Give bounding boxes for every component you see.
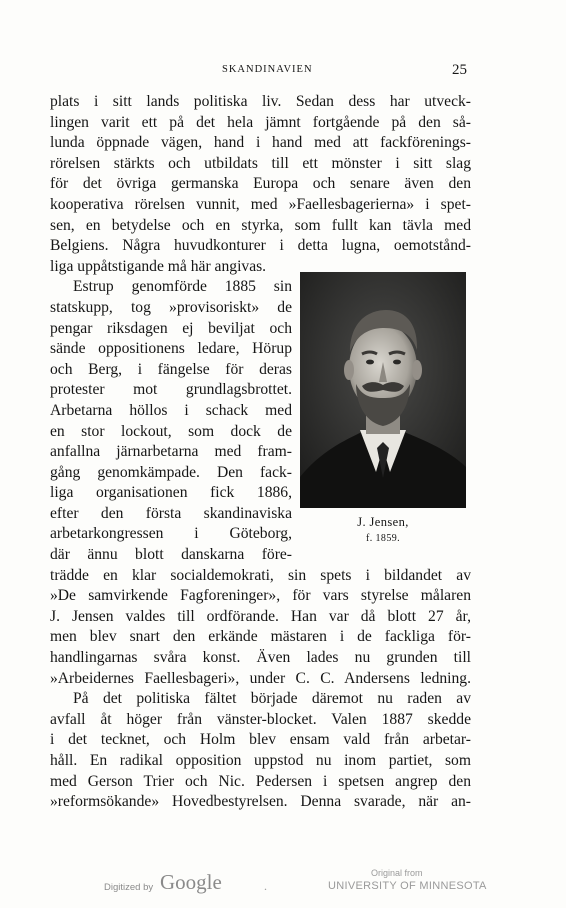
text-line: anfallna järnarbetarna med fram- <box>50 443 292 461</box>
text-line: efter den första skandinaviska <box>50 504 292 522</box>
text-line: statskupp, tog »provisoriskt» de <box>50 298 292 316</box>
text-line: J. Jensen valdes till ordförande. Han var då blott 27 år, <box>50 607 471 625</box>
text-line: liga organisationen fick 1886, <box>50 484 292 502</box>
text-line: plats i sitt lands politiska liv. Sedan dess har utveck- <box>50 93 471 110</box>
footer-dot: . <box>264 879 267 893</box>
text-line: Arbetarna höllos i schack med <box>50 401 292 419</box>
text-line: Estrup genomförde 1885 sin <box>73 278 292 296</box>
text-line: protester mot grundlagsbrottet. <box>50 381 292 399</box>
portrait-photo <box>300 272 466 508</box>
text-line: På det politiska fältet började däremot nu raden av <box>73 690 471 708</box>
text-line: Belgiens. Några huvudkonturer i detta lugna, oemotstånd- <box>50 237 471 255</box>
text-line: »reformsökande» Hovedbestyrelsen. Denna svarade, när an- <box>50 793 471 811</box>
running-head: SKANDINAVIEN <box>222 64 313 75</box>
text-line: gång genomkämpade. Den fack- <box>50 463 292 481</box>
text-line: för det övriga germanska Europa och senare även den <box>50 175 471 193</box>
page-header <box>0 62 566 82</box>
text-line: rörelsen stärkts och utbildats till ett mönster i sitt slag <box>50 154 471 172</box>
text-line: håll. En radikal opposition uppstod nu inom partiet, som <box>50 752 471 769</box>
figure-caption-date: f. 1859. <box>365 533 401 544</box>
google-logo: Google <box>160 870 222 894</box>
text-line: i det tecknet, och Holm blev ensam vald från arbetar- <box>50 731 471 749</box>
original-from-label: Original from <box>371 868 423 878</box>
text-line: liga uppåtstigande må här angivas. <box>50 257 267 275</box>
text-line: lingen varit ett på det hela jämnt fortgående på den så- <box>50 113 471 131</box>
text-line: lunda öppnade vägen, hand i hand med att fackförenings- <box>50 134 471 152</box>
text-line: trädde en klar socialdemokrati, sin spets i bildandet av <box>50 566 471 584</box>
digitized-by-label: Digitized by <box>104 882 154 893</box>
text-line: pengar riksdagen ej beviljat och <box>50 319 292 337</box>
text-line: sände oppositionens ledare, Hörup <box>50 340 292 358</box>
text-line: och Berg, i fängelse för deras <box>50 360 292 378</box>
text-line: arbetarkongressen i Göteborg, <box>50 525 292 543</box>
text-line: en stor lockout, som dock de <box>50 422 292 440</box>
scan-footer <box>0 866 566 900</box>
text-line: »De samvirkende Fagforeninger», för vars styrelse målaren <box>50 587 471 605</box>
page-number: 25 <box>452 62 467 78</box>
text-line: kooperativa rörelsen vunnit, med »Faellesbagerierna» i spet- <box>50 195 471 213</box>
text-line: men blev snart den erkände mästaren i de fackliga för- <box>50 628 471 646</box>
text-line: »Arbeidernes Faellesbageri», under C. C. Andersens ledning. <box>50 669 471 687</box>
portrait-figure <box>300 272 466 548</box>
text-line: där ännu blott danskarna före- <box>50 546 292 564</box>
figure-caption-name: J. Jensen, <box>357 515 409 529</box>
university-label: UNIVERSITY OF MINNESOTA <box>328 880 487 892</box>
text-line: med Gerson Trier och Nic. Pedersen i spetsen angrep den <box>50 772 471 790</box>
text-line: sen, en betydelse och en styrka, som fullt kan tävla med <box>50 216 471 234</box>
text-line: handlingarnas svåra konst. Även lades nu grunden till <box>50 649 471 667</box>
text-line: avfall åt höger från vänster-blocket. Valen 1887 skedde <box>50 710 471 728</box>
